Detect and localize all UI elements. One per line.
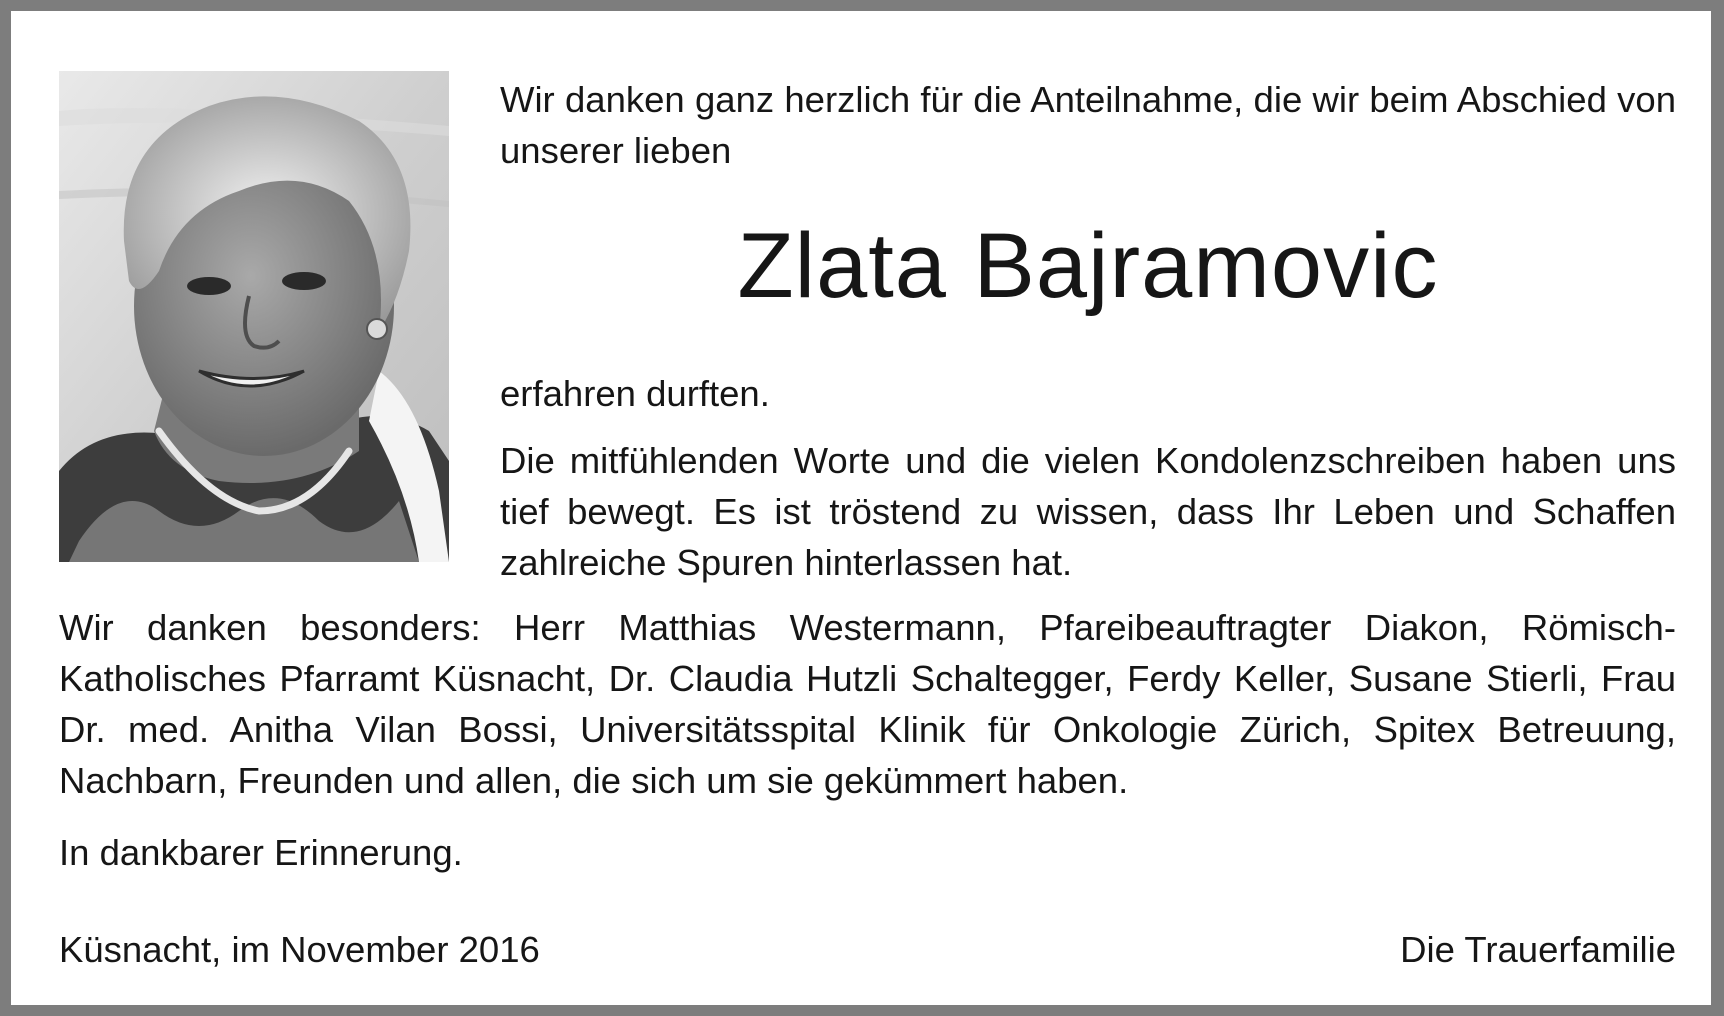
intro-text: Wir danken ganz herzlich für die Anteilnahme, die wir beim Abschied von unserer lieben xyxy=(500,79,1676,171)
portrait-image xyxy=(59,71,449,562)
special-thanks-text: Wir danken besonders: Herr Matthias Westermann, Pfareibeauftragter Diakon, Römisch-Katholisches Pfarramt Küsnacht, Dr. Claudia Hutzli Schaltegger, Ferdy Keller, Susane Stierli, Frau Dr. med. Anitha Vilan Bossi, Universitätsspital Klinik für Onkologie Zürich, Spitex Betreuung, Nachbarn, Freunden und allen, die sich um sie gekümmert haben. xyxy=(59,607,1676,801)
obituary-card xyxy=(11,11,1711,1005)
deceased-name: Zlata Bajramovic xyxy=(737,215,1439,317)
portrait-photo xyxy=(59,71,449,562)
after-name-text: erfahren durften. xyxy=(500,373,770,414)
place-date: Küsnacht, im November 2016 xyxy=(59,929,540,970)
signature: Die Trauerfamilie xyxy=(1400,929,1676,970)
sympathy-text: Die mitfühlenden Worte und die vielen Kondolenzschreiben haben uns tief bewegt. Es ist tröstend zu wissen, dass Ihr Leben und Schaffen zahlreiche Spuren hinterlassen hat. xyxy=(500,440,1676,583)
memory-text: In dankbarer Erinnerung. xyxy=(59,832,463,873)
footer xyxy=(59,924,1676,975)
